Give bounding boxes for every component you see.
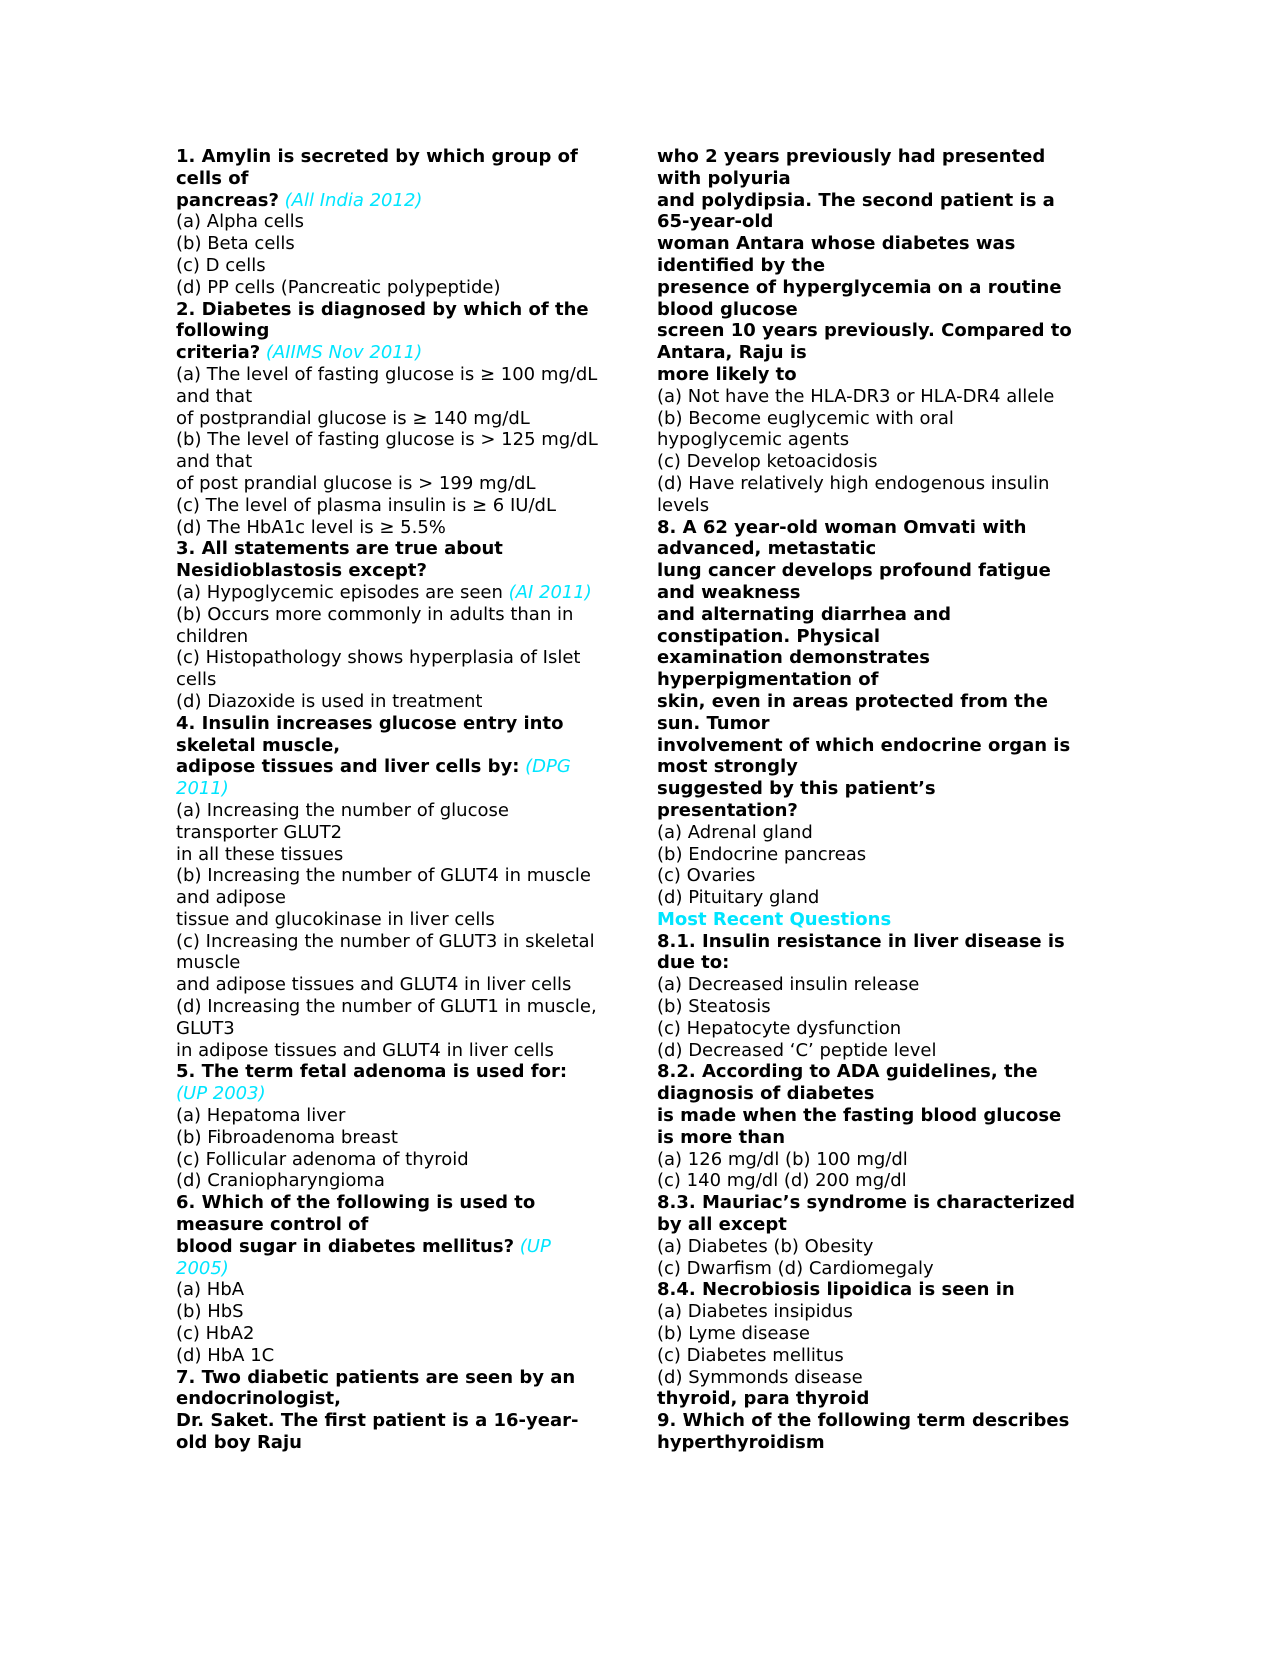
option-line [657,1149,1105,1171]
option-line [176,647,628,669]
question-line [176,1410,628,1432]
line-text: (c) HbA2 [176,1323,255,1345]
option-line [176,255,628,277]
line-text: (c) Histopathology shows hyperplasia of Islet [176,647,581,669]
line-text: thyroid, para thyroid [657,1388,870,1410]
exam-reference: (UP 2003) [176,1083,266,1105]
line-text: woman Antara whose diabetes was [657,233,1016,255]
option-line [176,1083,628,1105]
question-line [176,1061,628,1083]
option-line [657,451,1105,473]
line-text: with polyuria [657,167,791,189]
option-line [657,473,1105,495]
line-text: (a) Diabetes (b) Obesity [657,1235,874,1257]
question-line [176,560,628,582]
option-line [176,887,628,909]
line-text: (c) Hepatocyte dysfunction [657,1017,902,1039]
exam-reference: (All India 2012) [284,189,423,211]
question-line [657,320,1105,342]
line-text: muscle [176,952,241,974]
option-line [176,604,628,626]
option-line [176,364,628,386]
question-line [176,1236,628,1258]
question-line [657,1388,1105,1410]
question-line [657,952,1105,974]
line-text: GLUT3 [176,1017,235,1039]
option-line [176,865,628,887]
line-text: (c) Follicular adenoma of thyroid [176,1148,469,1170]
option-line [176,211,628,233]
question-line [657,560,1105,582]
question-line [176,713,628,735]
line-text: (c) D cells [176,254,266,276]
line-text: (c) Develop ketoacidosis [657,451,878,473]
line-text: 8. A 62 year-old woman Omvati with [657,516,1027,538]
line-text: involvement of which endocrine organ is [657,734,1071,756]
line-text: examination demonstrates [657,647,930,669]
line-text: tissue and glucokinase in liver cells [176,908,495,930]
option-line [176,952,628,974]
exam-reference: (AIIMS Nov 2011) [265,342,423,364]
line-text: 8.1. Insulin resistance in liver disease is [657,930,1065,952]
option-line [657,844,1105,866]
question-line [657,735,1105,757]
option-line [176,517,628,539]
line-text: (a) Not have the HLA-DR3 or HLA-DR4 allele [657,385,1055,407]
line-text: 2. Diabetes is diagnosed by which of the [176,298,589,320]
question-line [657,517,1105,539]
question-line [176,1367,628,1389]
line-text: following [176,320,270,342]
line-text: (b) HbS [176,1301,244,1323]
option-line [657,1040,1105,1062]
line-text: (a) Decreased insulin release [657,974,920,996]
line-text: (d) Pituitary gland [657,887,820,909]
option-line [176,277,628,299]
question-line [657,626,1105,648]
option-line [176,1018,628,1040]
line-text: and that [176,385,253,407]
line-text: (c) 140 mg/dl (d) 200 mg/dl [657,1170,907,1192]
line-text: (d) Decreased ‘C’ peptide level [657,1039,937,1061]
question-line [176,1432,628,1454]
line-text: measure control of [176,1214,369,1236]
option-line [657,429,1105,451]
line-text: (d) Symmonds disease [657,1366,863,1388]
line-text: transporter GLUT2 [176,821,343,843]
line-text: (b) Lyme disease [657,1323,810,1345]
question-line [657,582,1105,604]
line-text: of postprandial glucose is ≥ 140 mg/dL [176,407,530,429]
option-line [176,1105,628,1127]
line-text: in adipose tissues and GLUT4 in liver cells [176,1039,554,1061]
question-line [176,1192,628,1214]
line-text: (a) HbA [176,1279,245,1301]
question-line [657,538,1105,560]
question-line [657,756,1105,778]
question-line [176,1214,628,1236]
line-text: due to: [657,952,730,974]
line-text: (a) Increasing the number of glucose [176,799,509,821]
option-line [176,691,628,713]
option-line [657,1301,1105,1323]
line-text: (a) Hepatoma liver [176,1105,346,1127]
question-line [657,1279,1105,1301]
option-line [176,974,628,996]
option-line [176,1127,628,1149]
option-line [176,495,628,517]
option-line [176,1149,628,1171]
question-line [657,931,1105,953]
line-text: sun. Tumor [657,712,770,734]
line-text: levels [657,494,710,516]
line-text: blood sugar in diabetes mellitus? [176,1235,515,1257]
question-line [657,190,1105,212]
option-line [657,1367,1105,1389]
line-text: 4. Insulin increases glucose entry into [176,712,564,734]
question-line [176,735,628,757]
line-text: 8.2. According to ADA guidelines, the [657,1061,1038,1083]
question-line [657,364,1105,386]
question-line [176,342,628,364]
line-text: 65-year-old [657,211,774,233]
exam-reference: (DPG [525,756,571,778]
line-text: of post prandial glucose is > 199 mg/dL [176,472,536,494]
question-line [657,1105,1105,1127]
question-line [657,168,1105,190]
option-line [657,1170,1105,1192]
line-text: in all these tissues [176,843,344,865]
option-line [176,386,628,408]
option-line [176,429,628,451]
line-text: (d) Craniopharyngioma [176,1170,385,1192]
option-line [176,822,628,844]
left-column [176,146,628,1454]
line-text: Dr. Saket. The first patient is a 16-year- [176,1410,579,1432]
line-text: adipose tissues and liver cells by: [176,756,520,778]
line-text: 8.4. Necrobiosis lipoidica is seen in [657,1279,1015,1301]
line-text: (a) Alpha cells [176,211,305,233]
line-text: hyperpigmentation of [657,669,879,691]
line-text: is made when the fasting blood glucose [657,1105,1062,1127]
line-text: 6. Which of the following is used to [176,1192,536,1214]
line-text: and adipose tissues and GLUT4 in liver cells [176,974,572,996]
line-text: most strongly [657,756,798,778]
option-line [176,778,628,800]
line-text: cells [176,669,217,691]
right-column [657,146,1105,1454]
question-line [176,538,628,560]
line-text: advanced, metastatic [657,538,877,560]
line-text: 8.3. Mauriac’s syndrome is characterized [657,1192,1076,1214]
line-text: endocrinologist, [176,1388,341,1410]
line-text: blood glucose [657,298,798,320]
option-line [176,931,628,953]
line-text: (d) HbA 1C [176,1344,275,1366]
line-text: (d) Diazoxide is used in treatment [176,690,483,712]
line-text: (d) The HbA1c level is ≥ 5.5% [176,516,446,538]
question-line [657,1432,1105,1454]
line-text: and adipose [176,887,286,909]
line-text: (b) Beta cells [176,233,295,255]
line-text: constipation. Physical [657,625,881,647]
question-line [657,146,1105,168]
line-text: (a) The level of fasting glucose is ≥ 100 mg/dL [176,363,598,385]
line-text: (b) Steatosis [657,996,771,1018]
question-line [657,691,1105,713]
line-text: (b) Fibroadenoma breast [176,1126,398,1148]
question-line [657,211,1105,233]
line-text: 5. The term fetal adenoma is used for: [176,1061,568,1083]
option-line [176,451,628,473]
line-text: old boy Raju [176,1432,302,1454]
line-text: 7. Two diabetic patients are seen by an [176,1366,576,1388]
line-text: 1. Amylin is secreted by which group of [176,146,578,167]
line-text: (d) PP cells (Pancreatic polypeptide) [176,276,501,298]
line-text: identified by the [657,254,826,276]
line-text: (c) Increasing the number of GLUT3 in skeletal [176,930,595,952]
question-line [176,756,628,778]
option-line [176,408,628,430]
option-line [176,582,628,604]
line-text: more likely to [657,363,797,385]
line-text: cells of [176,167,249,189]
line-text: and polydipsia. The second patient is a [657,189,1055,211]
question-line [657,1061,1105,1083]
line-text: suggested by this patient’s [657,778,936,800]
option-line [657,386,1105,408]
option-line [176,1258,628,1280]
question-line [657,277,1105,299]
question-line [176,168,628,190]
line-text: diagnosis of diabetes [657,1083,875,1105]
question-line [657,1410,1105,1432]
line-text: (a) Adrenal gland [657,821,813,843]
option-line [176,626,628,648]
line-text: who 2 years previously had presented [657,146,1046,167]
line-text: 9. Which of the following term describes [657,1410,1070,1432]
question-line [176,190,628,212]
question-line [657,233,1105,255]
line-text: is more than [657,1126,786,1148]
line-text: 3. All statements are true about [176,538,503,560]
question-line [657,1083,1105,1105]
question-line [657,647,1105,669]
question-line [657,1192,1105,1214]
question-line [657,669,1105,691]
line-text: hypoglycemic agents [657,429,850,451]
line-text: (b) Increasing the number of GLUT4 in muscle [176,865,592,887]
question-line [657,1127,1105,1149]
option-line [176,1345,628,1367]
option-line [176,996,628,1018]
line-text: hyperthyroidism [657,1432,825,1454]
line-text: children [176,625,249,647]
option-line [176,473,628,495]
line-text: and weakness [657,581,801,603]
option-line [176,1323,628,1345]
question-line [657,255,1105,277]
question-line [657,342,1105,364]
question-line [176,1388,628,1410]
option-line [176,669,628,691]
line-text: Most Recent Questions [657,908,892,930]
line-text: (b) Endocrine pancreas [657,843,867,865]
line-text: skeletal muscle, [176,734,341,756]
line-text: and that [176,451,253,473]
line-text: (a) 126 mg/dl (b) 100 mg/dl [657,1148,908,1170]
line-text: by all except [657,1214,787,1236]
line-text: Antara, Raju is [657,342,807,364]
question-line [657,713,1105,735]
exam-reference: 2011) [176,778,229,800]
option-line [657,1258,1105,1280]
line-text: (c) Ovaries [657,865,756,887]
line-text: (b) The level of fasting glucose is > 125 mg/dL [176,429,598,451]
option-line [657,974,1105,996]
option-line [176,844,628,866]
option-line [657,887,1105,909]
option-line [176,1301,628,1323]
option-line [657,1236,1105,1258]
section-heading [657,909,1105,931]
line-text: (d) Have relatively high endogenous insulin [657,472,1050,494]
option-line [176,1170,628,1192]
question-line [176,146,628,168]
question-line [176,299,628,321]
option-line [657,822,1105,844]
line-text: (a) Diabetes insipidus [657,1301,853,1323]
line-text: (b) Occurs more commonly in adults than in [176,603,574,625]
option-line [176,1040,628,1062]
line-text: (b) Become euglycemic with oral [657,407,954,429]
line-text: lung cancer develops profound fatigue [657,560,1051,582]
option-line [657,865,1105,887]
question-line [657,778,1105,800]
line-text: and alternating diarrhea and [657,603,952,625]
question-line [657,299,1105,321]
question-line [657,1214,1105,1236]
option-line [657,408,1105,430]
question-line [176,320,628,342]
line-text: criteria? [176,342,261,364]
exam-reference: 2005) [176,1257,229,1279]
line-text: (c) The level of plasma insulin is ≥ 6 IU/dL [176,494,556,516]
line-text: presence of hyperglycemia on a routine [657,276,1062,298]
option-line [176,909,628,931]
option-line [657,1345,1105,1367]
question-line [657,604,1105,626]
line-text: (c) Dwarfism (d) Cardiomegaly [657,1257,934,1279]
exam-reference: (AI 2011) [508,581,592,603]
line-text: (d) Increasing the number of GLUT1 in muscle, [176,996,597,1018]
line-text: Nesidioblastosis except? [176,560,427,582]
option-line [176,1279,628,1301]
line-text: (a) Hypoglycemic episodes are seen [176,581,503,603]
line-text: screen 10 years previously. Compared to [657,320,1072,342]
option-line [657,495,1105,517]
option-line [657,1323,1105,1345]
question-line [657,800,1105,822]
line-text: (c) Diabetes mellitus [657,1344,844,1366]
option-line [176,233,628,255]
line-text: presentation? [657,799,798,821]
exam-reference: (UP [519,1235,551,1257]
option-line [657,1018,1105,1040]
line-text: pancreas? [176,189,279,211]
line-text: skin, even in areas protected from the [657,690,1048,712]
option-line [176,800,628,822]
option-line [657,996,1105,1018]
